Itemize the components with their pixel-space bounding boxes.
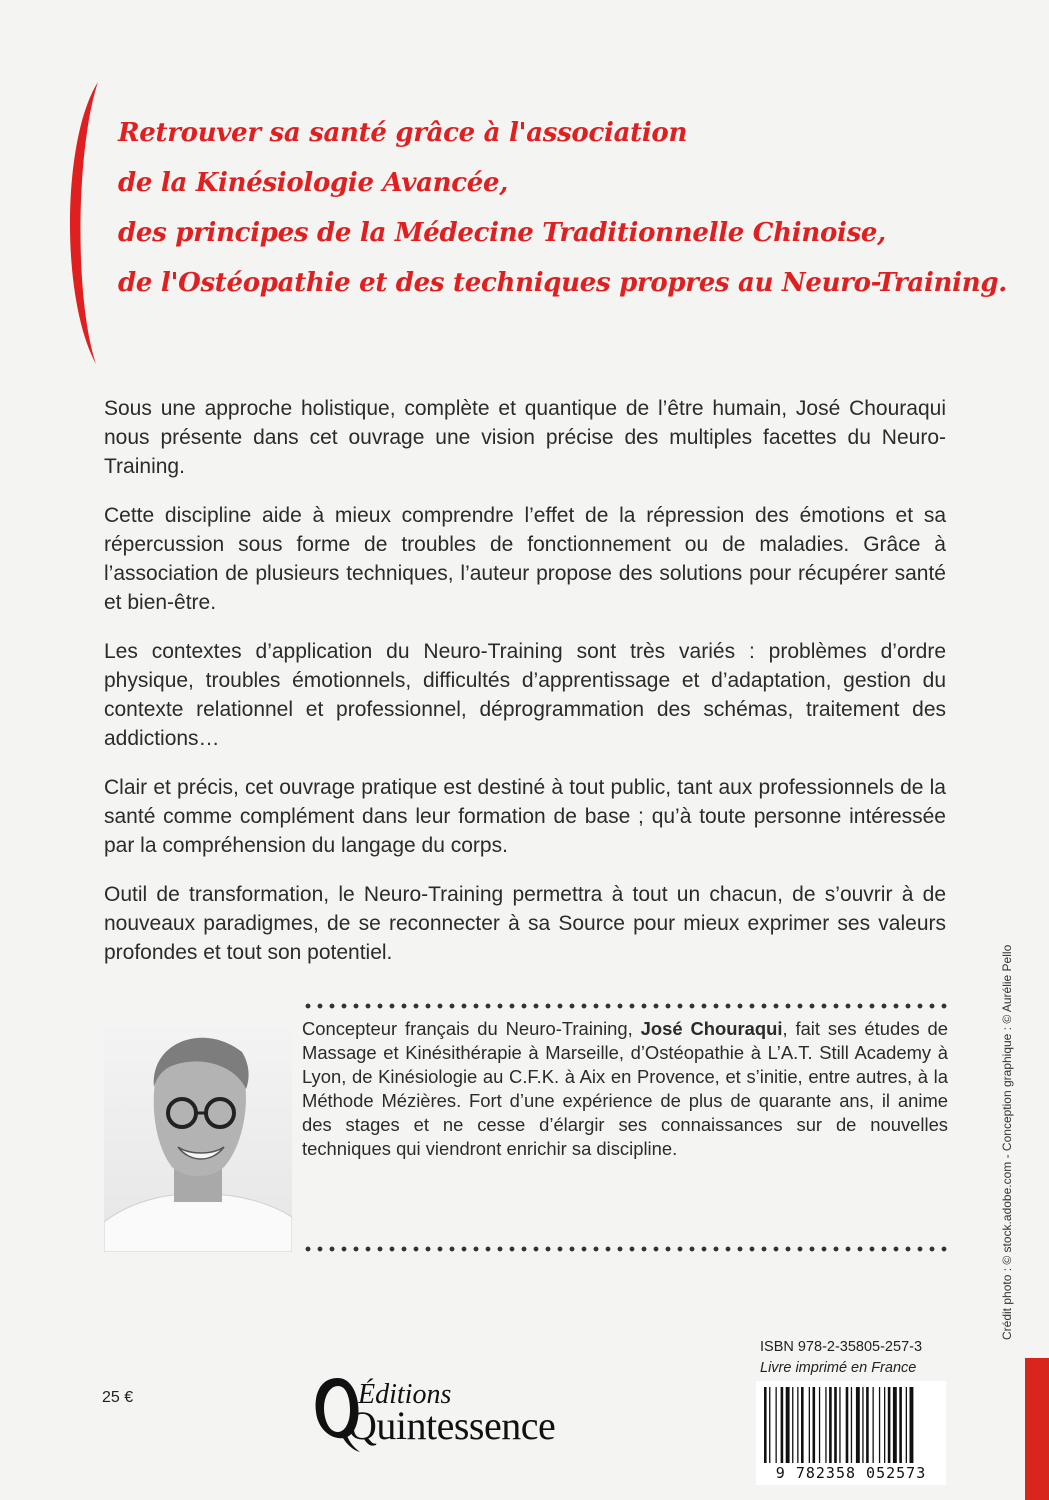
- barcode-bar: [862, 1387, 863, 1463]
- quote-line: des principes de la Médecine Traditionnelle Chinoise,: [118, 218, 886, 248]
- barcode-bar: [786, 1387, 790, 1463]
- quote-line: de la Kinésiologie Avancée,: [118, 168, 509, 198]
- description-paragraph: Outil de transformation, le Neuro-Training permettra à tout un chacun, de s’ouvrir à de nouveaux paradigmes, de se reconnecter à sa Source pour mieux exprimer ses valeurs profondes et tout son potentiel.: [104, 883, 946, 964]
- barcode-bar: [879, 1387, 880, 1463]
- bio-text: , fait ses études de Massage et Kinésithérapie à Marseille, d’Ostéopathie à L’A.T. Still Academy à Lyon, de Kinésiologie au C.F.K. à Aix en Provence, et s’initie, entre autres, à la Méthode Mézières. Fort d’une expérience de plus de quarante ans, il anime des stages et ne cesse d’élargir ses connaissances sur de nouvelles techniques qui viendront enrichir sa discipline.: [302, 1018, 949, 1159]
- barcode-bar: [769, 1387, 770, 1463]
- barcode-bar: [866, 1387, 869, 1463]
- tagline-quote: [118, 108, 1007, 308]
- barcode-bar: [839, 1387, 840, 1463]
- description-paragraph: Clair et précis, cet ouvrage pratique est destiné à tout public, tant aux professionnels de la santé comme complément dans leur formation de base ; qu’à toute personne intéressée par la compréhension du langage du corps.: [104, 776, 946, 857]
- dotted-divider-bottom: [302, 1246, 948, 1252]
- publisher-name-line2: Quintessence: [348, 1403, 556, 1448]
- isbn: ISBN 978-2-35805-257-3: [760, 1339, 923, 1355]
- barcode-bar: [888, 1387, 891, 1463]
- barcode-bar: [776, 1387, 777, 1463]
- barcode-bar: [819, 1387, 820, 1463]
- barcode-bar: [899, 1387, 902, 1463]
- barcode-bar: [809, 1387, 810, 1463]
- photo-credit: Crédit photo : © stock.adobe.com - Conception graphique : © Aurélie Pello: [1000, 944, 1014, 1340]
- barcode-number: 9 782358 052573: [756, 1464, 946, 1482]
- publisher-name-line1: Éditions: [358, 1379, 452, 1410]
- dotted-divider-top: [302, 1003, 948, 1009]
- quote-line: de l'Ostéopathie et des techniques propres au Neuro-Training.: [118, 268, 1007, 298]
- barcode-bar: [781, 1387, 784, 1463]
- red-accent-bar: [1025, 1358, 1049, 1500]
- printed-in: Livre imprimé en France: [760, 1360, 917, 1376]
- description-paragraph: Cette discipline aide à mieux comprendre l’effet de la répression des émotions et sa répercussion sous forme de troubles de fonctionnement ou de maladies. Grâce à l’association de plusieurs techniques, l’auteur propose des solutions pour récupérer santé et bien-être.: [104, 504, 946, 614]
- bio-intro: Concepteur français du Neuro-Training,: [302, 1018, 641, 1039]
- barcode-bar: [792, 1387, 793, 1463]
- barcode-bar: [884, 1387, 885, 1463]
- barcode-bar: [764, 1387, 767, 1463]
- author-photo: [104, 1017, 292, 1252]
- back-cover-description: [104, 394, 946, 987]
- author-bio: [302, 1017, 948, 1161]
- barcode-bar: [834, 1387, 837, 1463]
- red-parenthesis-ornament: [54, 78, 104, 368]
- barcode-bar: [893, 1387, 897, 1463]
- barcode-bar: [906, 1387, 907, 1463]
- barcode-bar: [813, 1387, 816, 1463]
- barcode-bar: [797, 1387, 798, 1463]
- description-paragraph: Les contextes d’application du Neuro-Training sont très variés : problèmes d’ordre physique, troubles émotionnels, difficultés d’apprentissage et d’adaptation, gestion du contexte relationnel et professionnel, déprogrammation des schémas, traitement des addictions…: [104, 640, 946, 750]
- author-name: José Chouraqui: [640, 1018, 783, 1039]
- barcode-bar: [856, 1387, 860, 1463]
- price: 25 €: [102, 1389, 134, 1406]
- barcode-bar: [829, 1387, 832, 1463]
- barcode-bar: [910, 1387, 914, 1463]
- description-paragraph: Sous une approche holistique, complète et quantique de l’être humain, José Chouraqui nous présente dans cet ouvrage une vision précise des multiples facettes du Neuro-Training.: [104, 397, 946, 478]
- barcode-bar: [846, 1387, 849, 1463]
- quote-line: Retrouver sa santé grâce à l'association: [118, 118, 688, 148]
- barcode-bar: [801, 1387, 804, 1463]
- barcode-bar: [873, 1387, 874, 1463]
- barcode-bar: [851, 1387, 852, 1463]
- barcode-bar: [825, 1387, 826, 1463]
